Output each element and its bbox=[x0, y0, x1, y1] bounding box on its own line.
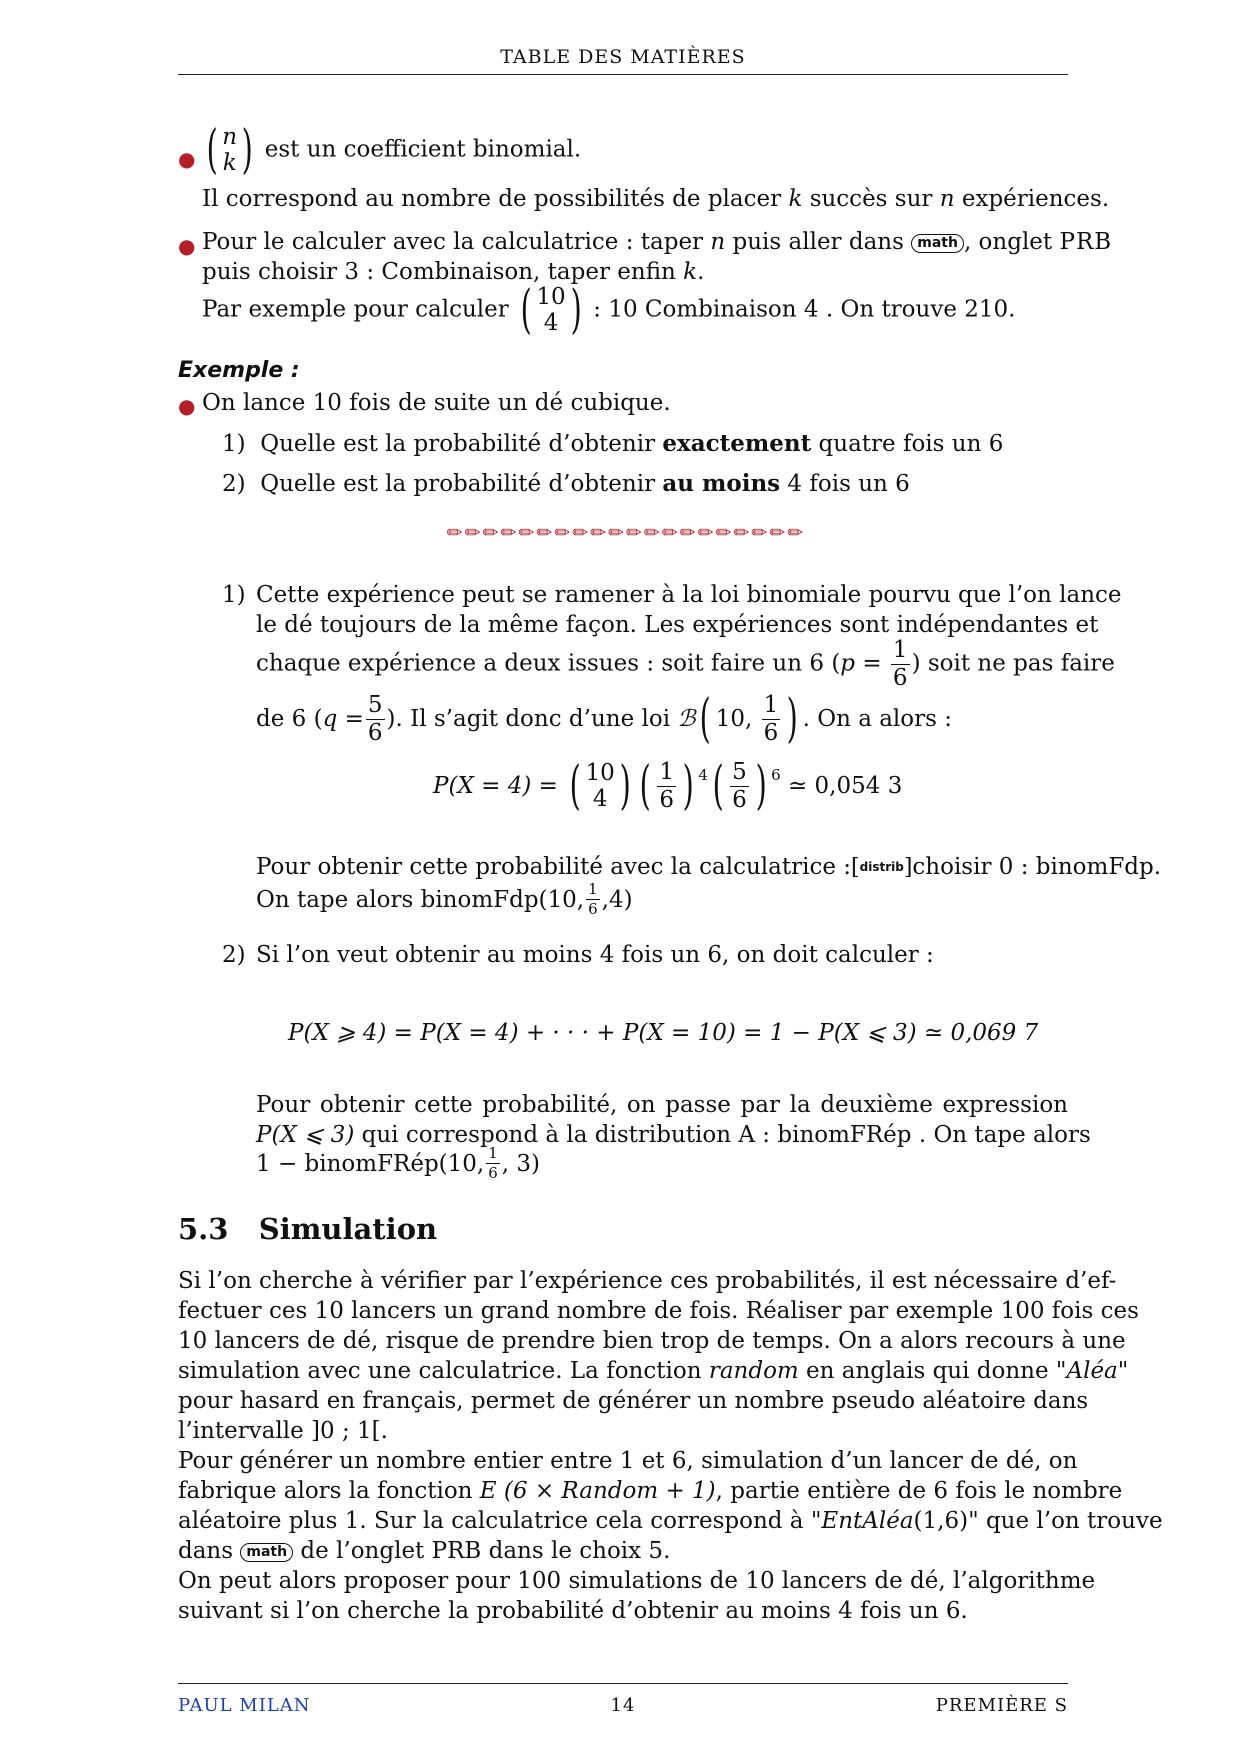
answer-2-para-1: Pour obtenir cette probabilité, on passe par la deuxième expression bbox=[256, 1092, 1068, 1118]
question-2: 2) Quelle est la probabilité d’obtenir au moins 4 fois un 6 bbox=[222, 470, 910, 497]
footer-rule bbox=[178, 1683, 1068, 1684]
calc-binomfdp-2: On tape alors binomFdp(10, $\frac{1}{6}$ ,4) bbox=[256, 880, 633, 918]
equation-p-x-4: P(X = 4) = ( 10 4 ) ( $\frac{1}{6}$ ) $^4$ ( $\frac{5}{6}$ ) $^6$ ≃ 0,054 3 bbox=[433, 756, 903, 817]
calc-example: Par exemple pour calculer ( 10 4 ) : 10 Combinaison 4 . On trouve 210. bbox=[202, 280, 1016, 341]
footer-level: PREMIÈRE S bbox=[935, 1695, 1068, 1716]
binomial-n-k: ( n k ) bbox=[206, 120, 253, 181]
calc-binomfdp: Pour obtenir cette probabilité avec la calculatrice :[distrib]choisir 0 : binomFdp. bbox=[256, 854, 1162, 880]
answer-1-line-3: chaque expérience a deux issues : soit faire un 6 (p = $\frac{1}{6}$ ) soit ne pas faire bbox=[256, 637, 1115, 691]
pencil-separator-icon: ✏✏✏✏✏✏✏✏✏✏✏✏✏✏✏✏✏✏✏✏ bbox=[446, 522, 806, 544]
page bbox=[178, 0, 1163, 1754]
section-heading: 5.3 Simulation bbox=[178, 1212, 438, 1246]
bullet-icon: ● bbox=[178, 234, 196, 258]
answer-1-line-1: Cette expérience peut se ramener à la loi binomiale pourvu que l’on lance bbox=[256, 582, 1122, 608]
footer-author: PAUL MILAN bbox=[178, 1695, 311, 1716]
binomial-10-4: ( 10 4 ) bbox=[520, 280, 582, 341]
exemple-title: Exemple : bbox=[178, 358, 300, 383]
question-1: 1) Quelle est la probabilité d’obtenir exactement quatre fois un 6 bbox=[222, 430, 1004, 457]
distrib-key-icon: distrib bbox=[859, 860, 904, 874]
answer-1-number: 1) bbox=[222, 582, 246, 608]
bullet-icon: ● bbox=[178, 147, 196, 171]
footer-page-number: 14 bbox=[610, 1695, 636, 1716]
answer-2-para-2: P(X ⩽ 3) qui correspond à la distribution A : binomFRép . On tape alors bbox=[256, 1122, 1091, 1148]
exemple-statement: On lance 10 fois de suite un dé cubique. bbox=[202, 390, 671, 416]
binomial-definition-text: est un coefficient binomial. bbox=[264, 136, 582, 163]
header-rule bbox=[178, 74, 1068, 75]
answer-2-line-1: Si l’on veut obtenir au moins 4 fois un 6, on doit calculer : bbox=[256, 942, 934, 968]
bullet-icon: ● bbox=[178, 394, 196, 418]
binomial-meaning: Il correspond au nombre de possibilités de placer k succès sur n expériences. bbox=[202, 186, 1110, 212]
equation-p-x-ge-4: P(X ⩾ 4) = P(X = 4) + · · · + P(X = 10) = 1 − P(X ⩽ 3) ≃ 0,069 7 bbox=[288, 1020, 1039, 1046]
answer-1-line-4: de 6 ( q = $\frac{5}{6}$ ). Il s’agit donc d’une loi ℬ ( 10, $\frac{1}{6}$ ) . On a alors : bbox=[256, 689, 952, 749]
section-paragraph: Si l’on cherche à vérifier par l’expérience ces probabilités, il est nécessaire d’ef- fectuer ces 10 lancers un grand nombre de fois. Réaliser par exemple 100 fois ces 10 lancers de dé, risque de prendre bien trop de temps. On a alors recours à une simulation avec une calculatrice. La fonction random en anglais qui donne "Aléa" pour hasard en français, permet de générer un nombre pseudo aléatoire dans l’intervalle ]0 ; 1[. Pour générer un nombre entier entre 1 et 6, simulation d’un lancer de dé, on fabrique alors la fonction E (6 × Random + 1), partie entière de 6 fois le nombre aléatoire plus 1. Sur la calculatrice cela correspond à "EntAléa(1,6)" que l’on trouve dans math de l’onglet PRB dans le choix 5. On peut alors proposer pour 100 simulations de 10 lancers de dé, l’algorithme suivant si l’on cherche la probabilité d’obtenir au moins 4 fois un 6. bbox=[178, 1268, 1163, 1624]
math-key-icon: math bbox=[911, 234, 964, 253]
answer-2-para-3: 1 − binomFRép(10, $\frac{1}{6}$ , 3) bbox=[256, 1144, 541, 1182]
running-header: TABLE DES MATIÈRES bbox=[500, 46, 746, 68]
answer-2-number: 2) bbox=[222, 942, 246, 968]
calc-instructions-2: puis choisir 3 : Combinaison, taper enfin k. bbox=[202, 259, 705, 285]
binomial-definition bbox=[202, 120, 582, 181]
math-key-icon: math bbox=[240, 1543, 293, 1562]
calc-instructions: Pour le calculer avec la calculatrice : taper n puis aller dans math , onglet PRB bbox=[202, 229, 1113, 255]
answer-1-line-2: le dé toujours de la même façon. Les expériences sont indépendantes et bbox=[256, 612, 1099, 638]
